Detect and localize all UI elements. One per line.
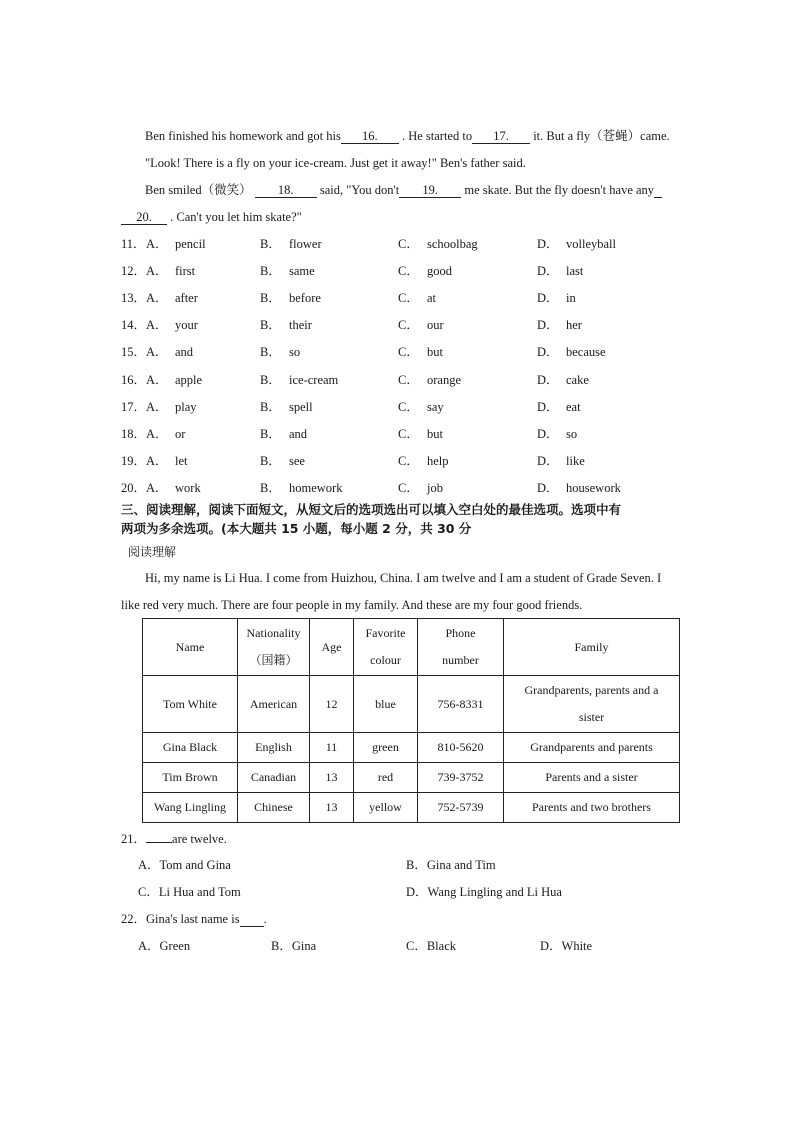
question-21: 21． are twelve. <box>121 832 227 846</box>
cell-nationality: Chinese <box>238 793 310 823</box>
option-letter[interactable]: B． <box>260 453 281 468</box>
option-text[interactable]: and <box>175 345 194 360</box>
cell-name: Tom White <box>143 676 238 733</box>
option-text[interactable]: work <box>175 480 201 495</box>
option-text[interactable]: their <box>289 318 312 333</box>
option-text[interactable]: like <box>566 453 585 468</box>
option-text[interactable]: last <box>566 264 584 279</box>
header-family: Family <box>504 619 680 676</box>
option-text[interactable]: her <box>566 318 582 333</box>
option-text[interactable]: orange <box>427 372 462 387</box>
blank-19[interactable]: 19. <box>399 183 461 198</box>
passage-line-1: Ben finished his homework and got his 16. . He started to 17. it. But a fly（苍蝇）came. <box>145 129 670 143</box>
cell-phone: 756-8331 <box>418 676 504 733</box>
intro-line-1: Hi, my name is Li Hua. I come from Huizhou, China. I am twelve and I am a student of Grade Seven. I <box>145 571 662 585</box>
option-letter[interactable]: C． <box>398 372 419 387</box>
option-text[interactable]: your <box>175 318 198 333</box>
option-text[interactable]: eat <box>566 399 581 414</box>
blank-19-tail <box>654 183 662 198</box>
cell-nationality: Canadian <box>238 763 310 793</box>
option-letter[interactable]: A． <box>146 426 168 441</box>
option-text[interactable]: job <box>427 480 443 495</box>
option-letter[interactable]: C． <box>398 480 419 495</box>
cloze-question-row <box>0 453 794 469</box>
option-text[interactable]: because <box>566 345 606 360</box>
option-letter[interactable]: A． <box>146 453 168 468</box>
option-text[interactable]: so <box>289 345 301 360</box>
option-text[interactable]: apple <box>175 372 203 387</box>
option-text[interactable]: flower <box>289 237 322 251</box>
cell-colour: red <box>354 763 418 793</box>
question-number: 18． <box>121 426 147 441</box>
passage-line-3: Ben smiled（微笑） 18. said, "You don't 19. me skate. But the fly doesn't have any <box>145 182 662 198</box>
blank-17[interactable]: 17. <box>472 129 530 144</box>
option-letter[interactable]: B． <box>260 318 281 333</box>
option-letter[interactable]: C． <box>398 453 419 468</box>
cell-phone: 810-5620 <box>418 733 504 763</box>
option-letter[interactable]: C． <box>398 345 419 360</box>
option-letter[interactable]: B． <box>260 426 281 441</box>
option-text[interactable]: spell <box>289 399 313 414</box>
answer-blank-22[interactable] <box>240 912 264 927</box>
cell-age: 12 <box>310 676 354 733</box>
option-letter[interactable]: A． <box>146 291 168 306</box>
cell-phone: 752-5739 <box>418 793 504 823</box>
table-row <box>143 676 680 733</box>
cell-age: 13 <box>310 793 354 823</box>
cell-colour: green <box>354 733 418 763</box>
option-text[interactable]: homework <box>289 480 343 495</box>
option-letter[interactable]: A． <box>146 372 168 387</box>
blank-20[interactable]: 20. <box>121 210 167 225</box>
question-number: 13． <box>121 291 147 306</box>
option-text[interactable]: cake <box>566 372 589 387</box>
cloze-question-row <box>0 290 794 306</box>
option-letter[interactable]: D． <box>537 318 559 333</box>
option-text[interactable]: see <box>289 453 305 468</box>
option-text[interactable]: or <box>175 426 186 441</box>
option-letter[interactable]: D． <box>537 372 559 387</box>
option-text[interactable]: play <box>175 399 197 414</box>
option-letter[interactable]: C． <box>398 318 419 333</box>
option-text[interactable]: help <box>427 453 449 468</box>
cloze-question-row <box>0 236 794 252</box>
option-text[interactable]: in <box>566 291 576 306</box>
option-letter[interactable]: A． <box>146 480 168 495</box>
option-letter[interactable]: D． <box>537 237 559 251</box>
cell-colour: yellow <box>354 793 418 823</box>
cloze-question-row <box>0 263 794 279</box>
option-letter[interactable]: A． <box>146 264 168 279</box>
section-subtitle: 阅读理解 <box>128 545 177 559</box>
header-favorite-colour: Favorite colour <box>354 619 418 676</box>
blank-18[interactable]: 18. <box>255 183 317 198</box>
cell-nationality: American <box>238 676 310 733</box>
option-letter[interactable]: A． <box>146 345 168 360</box>
option-text[interactable]: pencil <box>175 237 206 251</box>
q21-option-a[interactable]: A．Tom and Gina <box>138 858 231 872</box>
cell-name: Wang Lingling <box>143 793 238 823</box>
q21-option-b[interactable]: B．Gina and Tim <box>406 858 496 872</box>
q22-option-c[interactable]: C．Black <box>406 939 456 953</box>
section-3-heading-line-2: 两项为多余选项。(本大题共 15 小题，每小题 2 分，共 30 分 <box>121 521 472 536</box>
option-text[interactable]: housework <box>566 480 621 495</box>
option-letter[interactable]: D． <box>537 480 559 495</box>
option-letter[interactable]: D． <box>537 426 559 441</box>
header-nationality: Nationality （国籍） <box>238 619 310 676</box>
option-text[interactable]: ice-cream <box>289 372 339 387</box>
question-number: 19． <box>121 453 147 468</box>
table-row <box>143 733 680 763</box>
option-letter[interactable]: B． <box>260 372 281 387</box>
option-text[interactable]: but <box>427 345 443 360</box>
option-text[interactable]: so <box>566 426 578 441</box>
cell-name: Gina Black <box>143 733 238 763</box>
cell-family: Grandparents, parents and a sister <box>504 676 680 733</box>
cell-phone: 739-3752 <box>418 763 504 793</box>
q22-option-d[interactable]: D．White <box>540 939 593 953</box>
option-letter[interactable]: B． <box>260 264 281 279</box>
option-text[interactable]: after <box>175 291 198 306</box>
header-age: Age <box>310 619 354 676</box>
table-row <box>143 763 680 793</box>
cloze-question-row <box>0 317 794 333</box>
option-letter[interactable]: B． <box>260 291 281 306</box>
cloze-question-row <box>0 399 794 415</box>
option-letter[interactable]: A． <box>146 399 168 414</box>
header-name: Name <box>143 619 238 676</box>
cloze-question-row <box>0 344 794 360</box>
option-letter[interactable]: D． <box>537 345 559 360</box>
option-text[interactable]: before <box>289 291 321 306</box>
header-phone-number: Phone number <box>418 619 504 676</box>
option-text[interactable]: our <box>427 318 444 333</box>
option-letter[interactable]: C． <box>398 291 419 306</box>
option-letter[interactable]: B． <box>260 345 281 360</box>
option-letter[interactable]: C． <box>398 264 419 279</box>
option-letter[interactable]: C． <box>398 399 419 414</box>
answer-blank-21[interactable] <box>146 842 172 843</box>
passage-line-4: 20. . Can't you let him skate?" <box>121 209 302 225</box>
intro-line-2: like red very much. There are four people in my family. And these are my four good friends. <box>121 598 583 612</box>
option-letter[interactable]: A． <box>146 237 168 251</box>
option-letter[interactable]: C． <box>398 237 419 251</box>
option-text[interactable]: and <box>289 426 308 441</box>
option-letter[interactable]: C． <box>398 426 419 441</box>
q21-option-c[interactable]: C．Li Hua and Tom <box>138 885 241 899</box>
q21-option-d[interactable]: D．Wang Lingling and Li Hua <box>406 885 562 899</box>
table-header-row <box>143 619 680 676</box>
cloze-question-row <box>0 480 794 496</box>
cell-nationality: English <box>238 733 310 763</box>
friends-table <box>142 618 680 823</box>
cell-colour: blue <box>354 676 418 733</box>
blank-16[interactable]: 16. <box>341 129 399 144</box>
option-text[interactable]: but <box>427 426 443 441</box>
section-3-heading-line-1: 三、阅读理解，阅读下面短文，从短文后的选项选出可以填入空白处的最佳选项。选项中有 <box>121 502 622 517</box>
question-number: 12． <box>121 264 147 279</box>
option-letter[interactable]: B． <box>260 399 281 414</box>
q22-option-b[interactable]: B．Gina <box>271 939 317 953</box>
cloze-question-row <box>0 372 794 388</box>
option-text[interactable]: first <box>175 264 196 279</box>
question-number: 11． <box>121 237 146 251</box>
question-number: 20． <box>121 480 147 495</box>
table-row <box>143 793 680 823</box>
option-letter[interactable]: A． <box>146 318 168 333</box>
cloze-question-row <box>0 426 794 442</box>
cell-age: 13 <box>310 763 354 793</box>
q22-option-a[interactable]: A．Green <box>138 939 191 953</box>
cell-family: Parents and two brothers <box>504 793 680 823</box>
question-number: 14． <box>121 318 147 333</box>
question-number: 15． <box>121 345 147 360</box>
option-letter[interactable]: D． <box>537 291 559 306</box>
option-letter[interactable]: D． <box>537 399 559 414</box>
cell-family: Grandparents and parents <box>504 733 680 763</box>
passage-line-2: "Look! There is a fly on your ice-cream. Just get it away!" Ben's father said. <box>145 156 526 170</box>
question-22: 22．Gina's last name is . <box>121 912 267 926</box>
option-letter[interactable]: D． <box>537 453 559 468</box>
option-text[interactable]: same <box>289 264 315 279</box>
question-number: 16． <box>121 372 147 387</box>
option-text[interactable]: good <box>427 264 452 279</box>
option-letter[interactable]: B． <box>260 237 281 251</box>
question-number: 17． <box>121 399 147 414</box>
option-text[interactable]: say <box>427 399 444 414</box>
option-letter[interactable]: B． <box>260 480 281 495</box>
cell-family: Parents and a sister <box>504 763 680 793</box>
option-text[interactable]: volleyball <box>566 237 616 251</box>
cell-age: 11 <box>310 733 354 763</box>
cell-name: Tim Brown <box>143 763 238 793</box>
option-text[interactable]: schoolbag <box>427 237 478 251</box>
option-text[interactable]: let <box>175 453 188 468</box>
option-letter[interactable]: D． <box>537 264 559 279</box>
option-text[interactable]: at <box>427 291 437 306</box>
